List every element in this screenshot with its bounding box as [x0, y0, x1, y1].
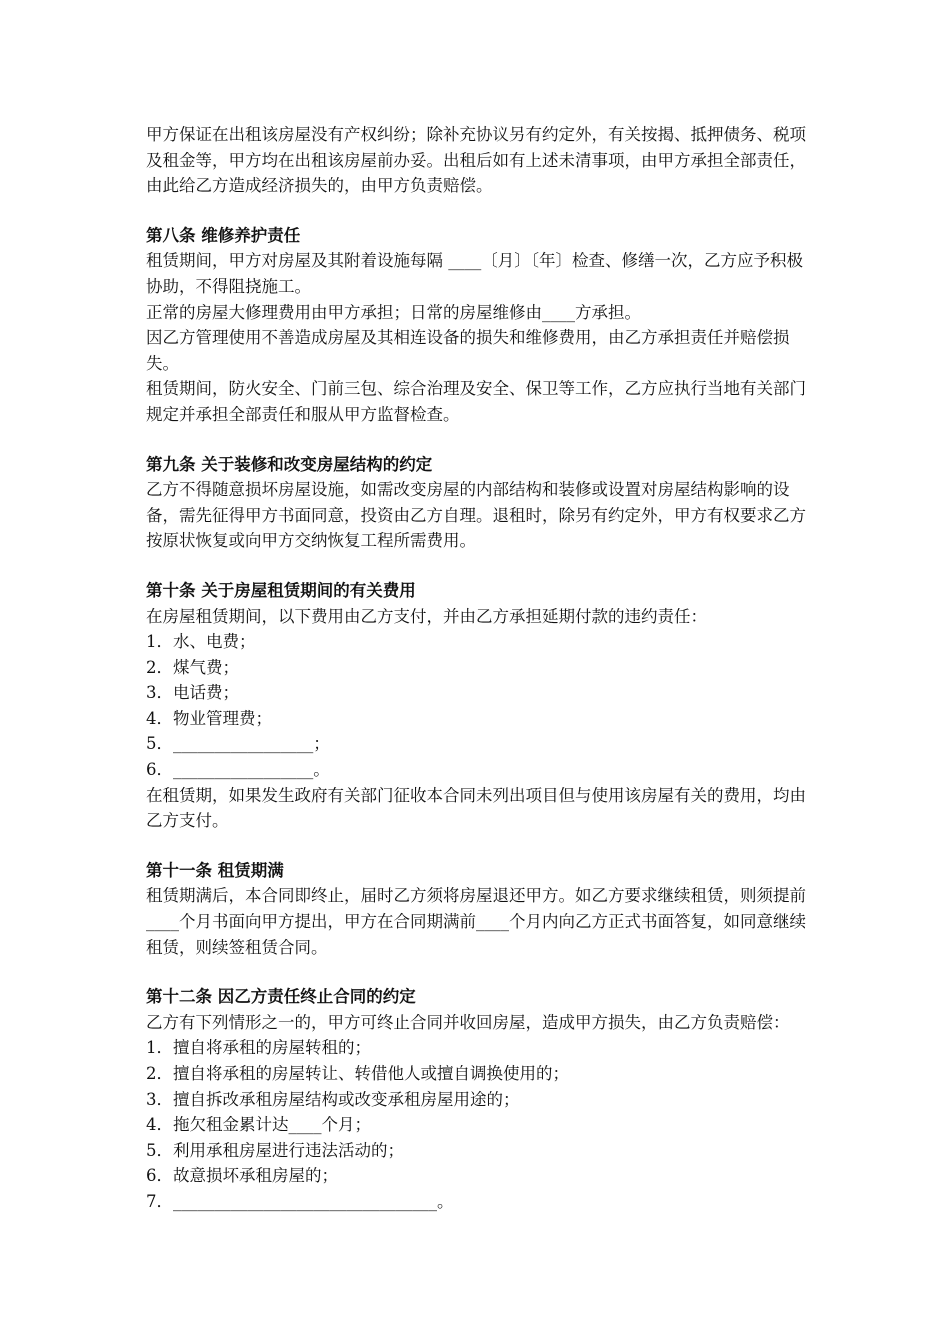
- list-item: 4．拖欠租金累计达____个月；: [146, 1115, 371, 1135]
- article-10-intro: 在房屋租赁期间，以下费用由乙方支付，并由乙方承担延期付款的违约责任：: [146, 606, 707, 626]
- article-10-outro: 在租赁期，如果发生政府有关部门征收本合同未列出项目但与使用该房屋有关的费用，均由乙方支付。: [146, 785, 806, 831]
- article-8-title: 第八条 维修养护责任: [146, 225, 301, 245]
- article-11-title: 第十一条 租赁期满: [146, 860, 284, 880]
- list-item: 7．________________________________。: [146, 1191, 454, 1211]
- list-item: 6．_________________。: [146, 760, 330, 780]
- list-item: 3．电话费；: [146, 683, 239, 703]
- article-8-para-2: 正常的房屋大修理费用由甲方承担；日常的房屋维修由____方承担。: [146, 302, 641, 322]
- document-page: [146, 122, 810, 1215]
- article-10-title: 第十条 关于房屋租赁期间的有关费用: [146, 580, 416, 600]
- list-item: 3．擅自拆改承租房屋结构或改变承租房屋用途的；: [146, 1089, 520, 1109]
- article-8-para-1: 租赁期间，甲方对房屋及其附着设施每隔 ____〔月〕〔年〕检查、修缮一次，乙方应予积极协助，不得阻挠施工。: [146, 251, 803, 296]
- list-item: 4．物业管理费；: [146, 708, 272, 728]
- list-item: 1．擅自将承租的房屋转租的；: [146, 1038, 371, 1058]
- list-item: 2．擅自将承租的房屋转让、转借他人或擅自调换使用的；: [146, 1064, 569, 1083]
- article-8-para-4: 租赁期间，防火安全、门前三包、综合治理及安全、保卫等工作，乙方应执行当地有关部门规定并承担全部责任和服从甲方监督检查。: [146, 379, 806, 424]
- list-item: 5．_________________；: [146, 734, 330, 754]
- intro-paragraph: 甲方保证在出租该房屋没有产权纠纷；除补充协议另有约定外，有关按揭、抵押债务、税项及租金等，甲方均在出租该房屋前办妥。出租后如有上述未清事项，由甲方承担全部责任，由此给乙方造成经济损失的，由甲方负责赔偿。: [146, 125, 806, 196]
- article-8-para-3: 因乙方管理使用不善造成房屋及其相连设备的损失和维修费用，由乙方承担责任并赔偿损失。: [146, 328, 790, 373]
- article-9-title: 第九条 关于装修和改变房屋结构的约定: [146, 454, 433, 474]
- article-10: [146, 578, 810, 834]
- article-8: [146, 223, 810, 428]
- article-12-intro: 乙方有下列情形之一的，甲方可终止合同并收回房屋，造成甲方损失，由乙方负责赔偿：: [146, 1012, 790, 1032]
- article-11-para-1: 租赁期满后，本合同即终止，届时乙方须将房屋退还甲方。如乙方要求继续租赁，则须提前____个月书面向甲方提出，甲方在合同期满前____个月内向乙方正式书面答复，如同意继续租赁，则续签租赁合同。: [146, 886, 806, 957]
- article-9: [146, 452, 810, 554]
- article-11: [146, 858, 810, 960]
- list-item: 2．煤气费；: [146, 657, 239, 677]
- article-12: [146, 984, 810, 1214]
- article-12-title: 第十二条 因乙方责任终止合同的约定: [146, 987, 416, 1007]
- list-item: 6．故意损坏承租房屋的；: [146, 1166, 338, 1186]
- article-9-para-1: 乙方不得随意损坏房屋设施，如需改变房屋的内部结构和装修或设置对房屋结构影响的设备，需先征得甲方书面同意，投资由乙方自理。退租时，除另有约定外，甲方有权要求乙方按原状恢复或向甲方交纳恢复工程所需费用。: [146, 480, 806, 551]
- list-item: 1．水、电费；: [146, 632, 256, 652]
- list-item: 5．利用承租房屋进行违法活动的；: [146, 1140, 404, 1160]
